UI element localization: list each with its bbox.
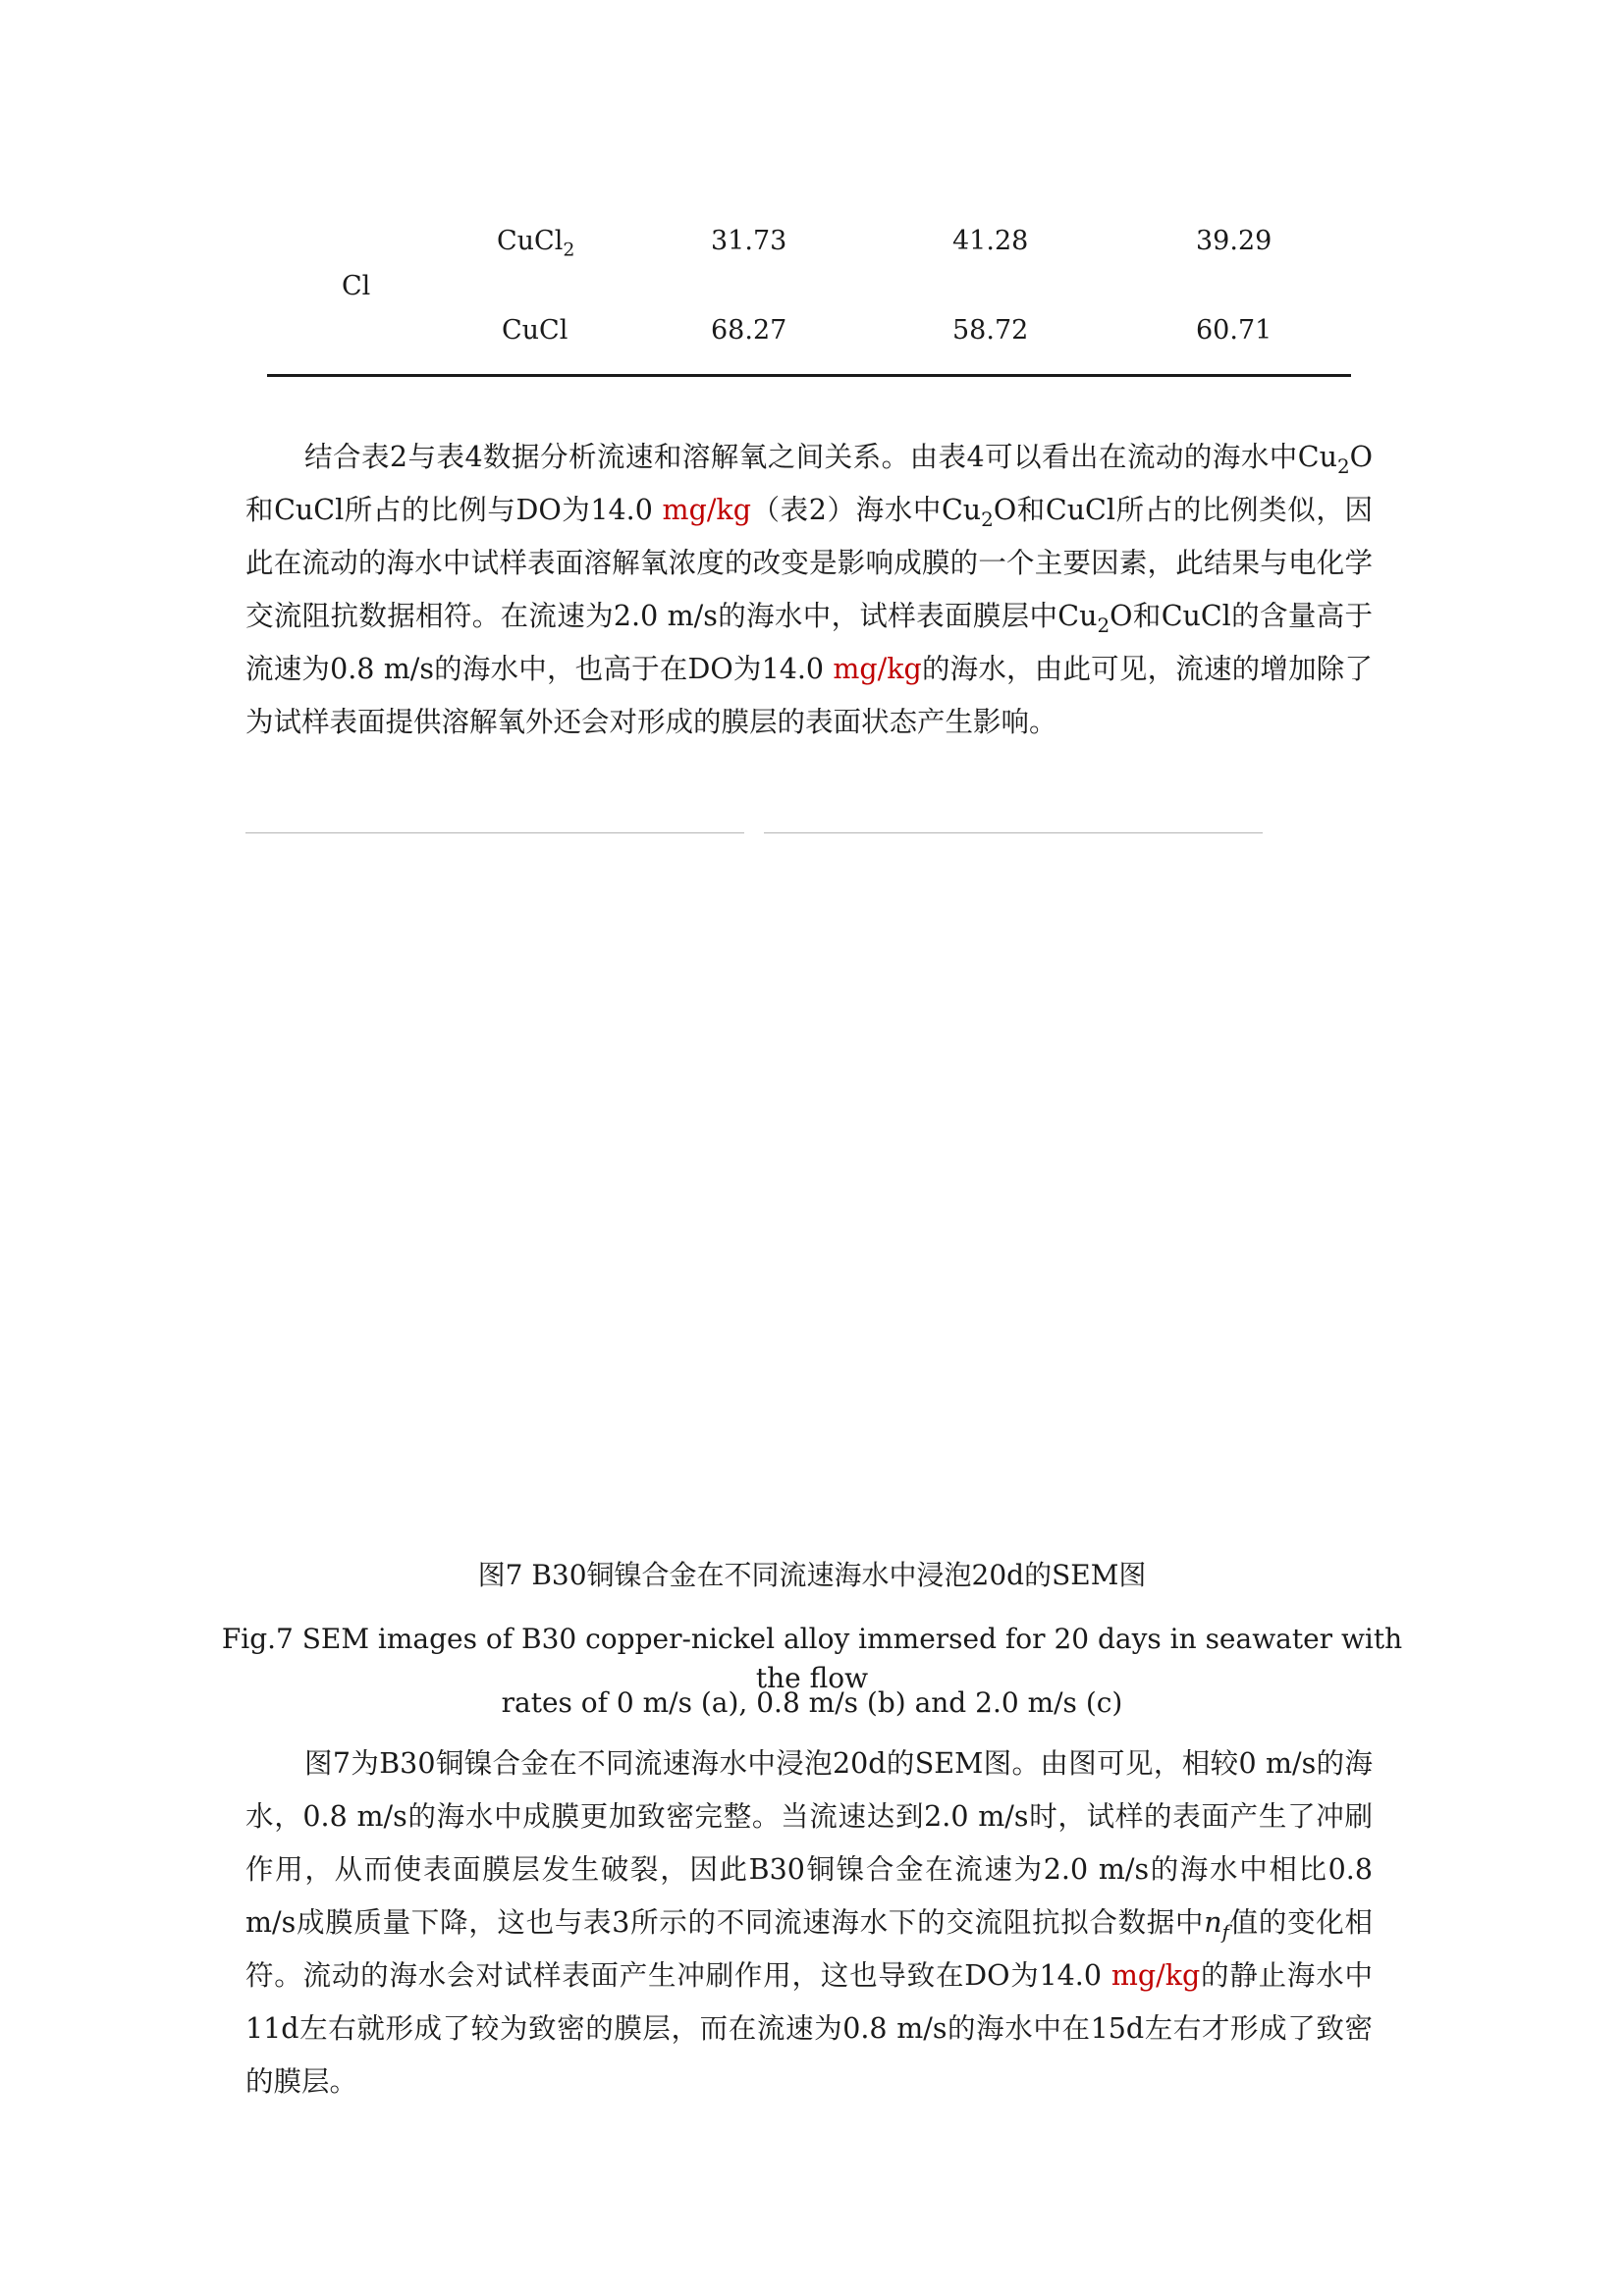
table-cell-species: CuCl bbox=[502, 315, 568, 346]
figure-frame-right bbox=[764, 832, 1263, 833]
figure-caption-en-cont: rates of 0 m/s (a), 0.8 m/s (b) and 2.0 m/s (c) bbox=[501, 1686, 1123, 1719]
body-paragraph: 结合表2与表4数据分析流速和溶解氧之间关系。由表4可以看出在流动的海水中$Cu_2O$和CuCl所占的比例与DO为14.0 mg/kg（表2）海水中$Cu_2O$和CuCl所占的比例类似，因此在流动的海水中试样表面溶解氧浓度的改变是影响成膜的一个主要因素，此结果与电化学交流阻抗数据相符。在流速为2.0 m/s的海水中，试样表面膜层中$Cu_2O$和CuCl的含量高于流速为0.8 m/s的海水中，也高于在DO为14.0 mg/kg的海水，由此可见，流速的增加除了为试样表面提供溶解氧外还会对形成的膜层的表面状态产生影响。 bbox=[245, 441, 1373, 738]
figure-caption-cn: 图7 B30铜镍合金在不同流速海水中浸泡20d的SEM图 bbox=[477, 1559, 1147, 1591]
table-cell-value: 60.71 bbox=[1196, 315, 1272, 346]
body-paragraph: 图7为B30铜镍合金在不同流速海水中浸泡20d的SEM图。由图可见，相较0 m/s的海水，0.8 m/s的海水中成膜更加致密完整。当流速达到2.0 m/s时，试样的表面产生了冲刷作用，从而使表面膜层发生破裂，因此B30铜镍合金在流速为2.0 m/s的海水中相比0.8 m/s成膜质量下降，这也与表3所示的不同流速海水下的交流阻抗拟合数据中$n_f$值的变化相符。流动的海水会对试样表面产生冲刷作用，这也导致在DO为14.0 mg/kg的静止海水中11d左右就形成了较为致密的膜层，而在流速为0.8 m/s的海水中在15d左右才形成了致密的膜层。 bbox=[245, 1747, 1373, 2098]
figure-frame-left bbox=[245, 832, 744, 833]
table-cell-value: 58.72 bbox=[952, 315, 1029, 346]
table-group-label: Cl bbox=[342, 271, 371, 301]
table-cell-value: 41.28 bbox=[952, 226, 1029, 256]
table-cell-species: CuCl$_2$ bbox=[497, 226, 575, 261]
table-bottom-rule bbox=[267, 374, 1351, 377]
figure-caption-en: Fig.7 SEM images of B30 copper-nickel alloy immersed for 20 days in seawater with the flow bbox=[221, 1623, 1403, 1694]
table-cell-value: 68.27 bbox=[711, 315, 787, 346]
table-cell-value: 39.29 bbox=[1196, 226, 1272, 256]
table-cell-value: 31.73 bbox=[711, 226, 787, 256]
